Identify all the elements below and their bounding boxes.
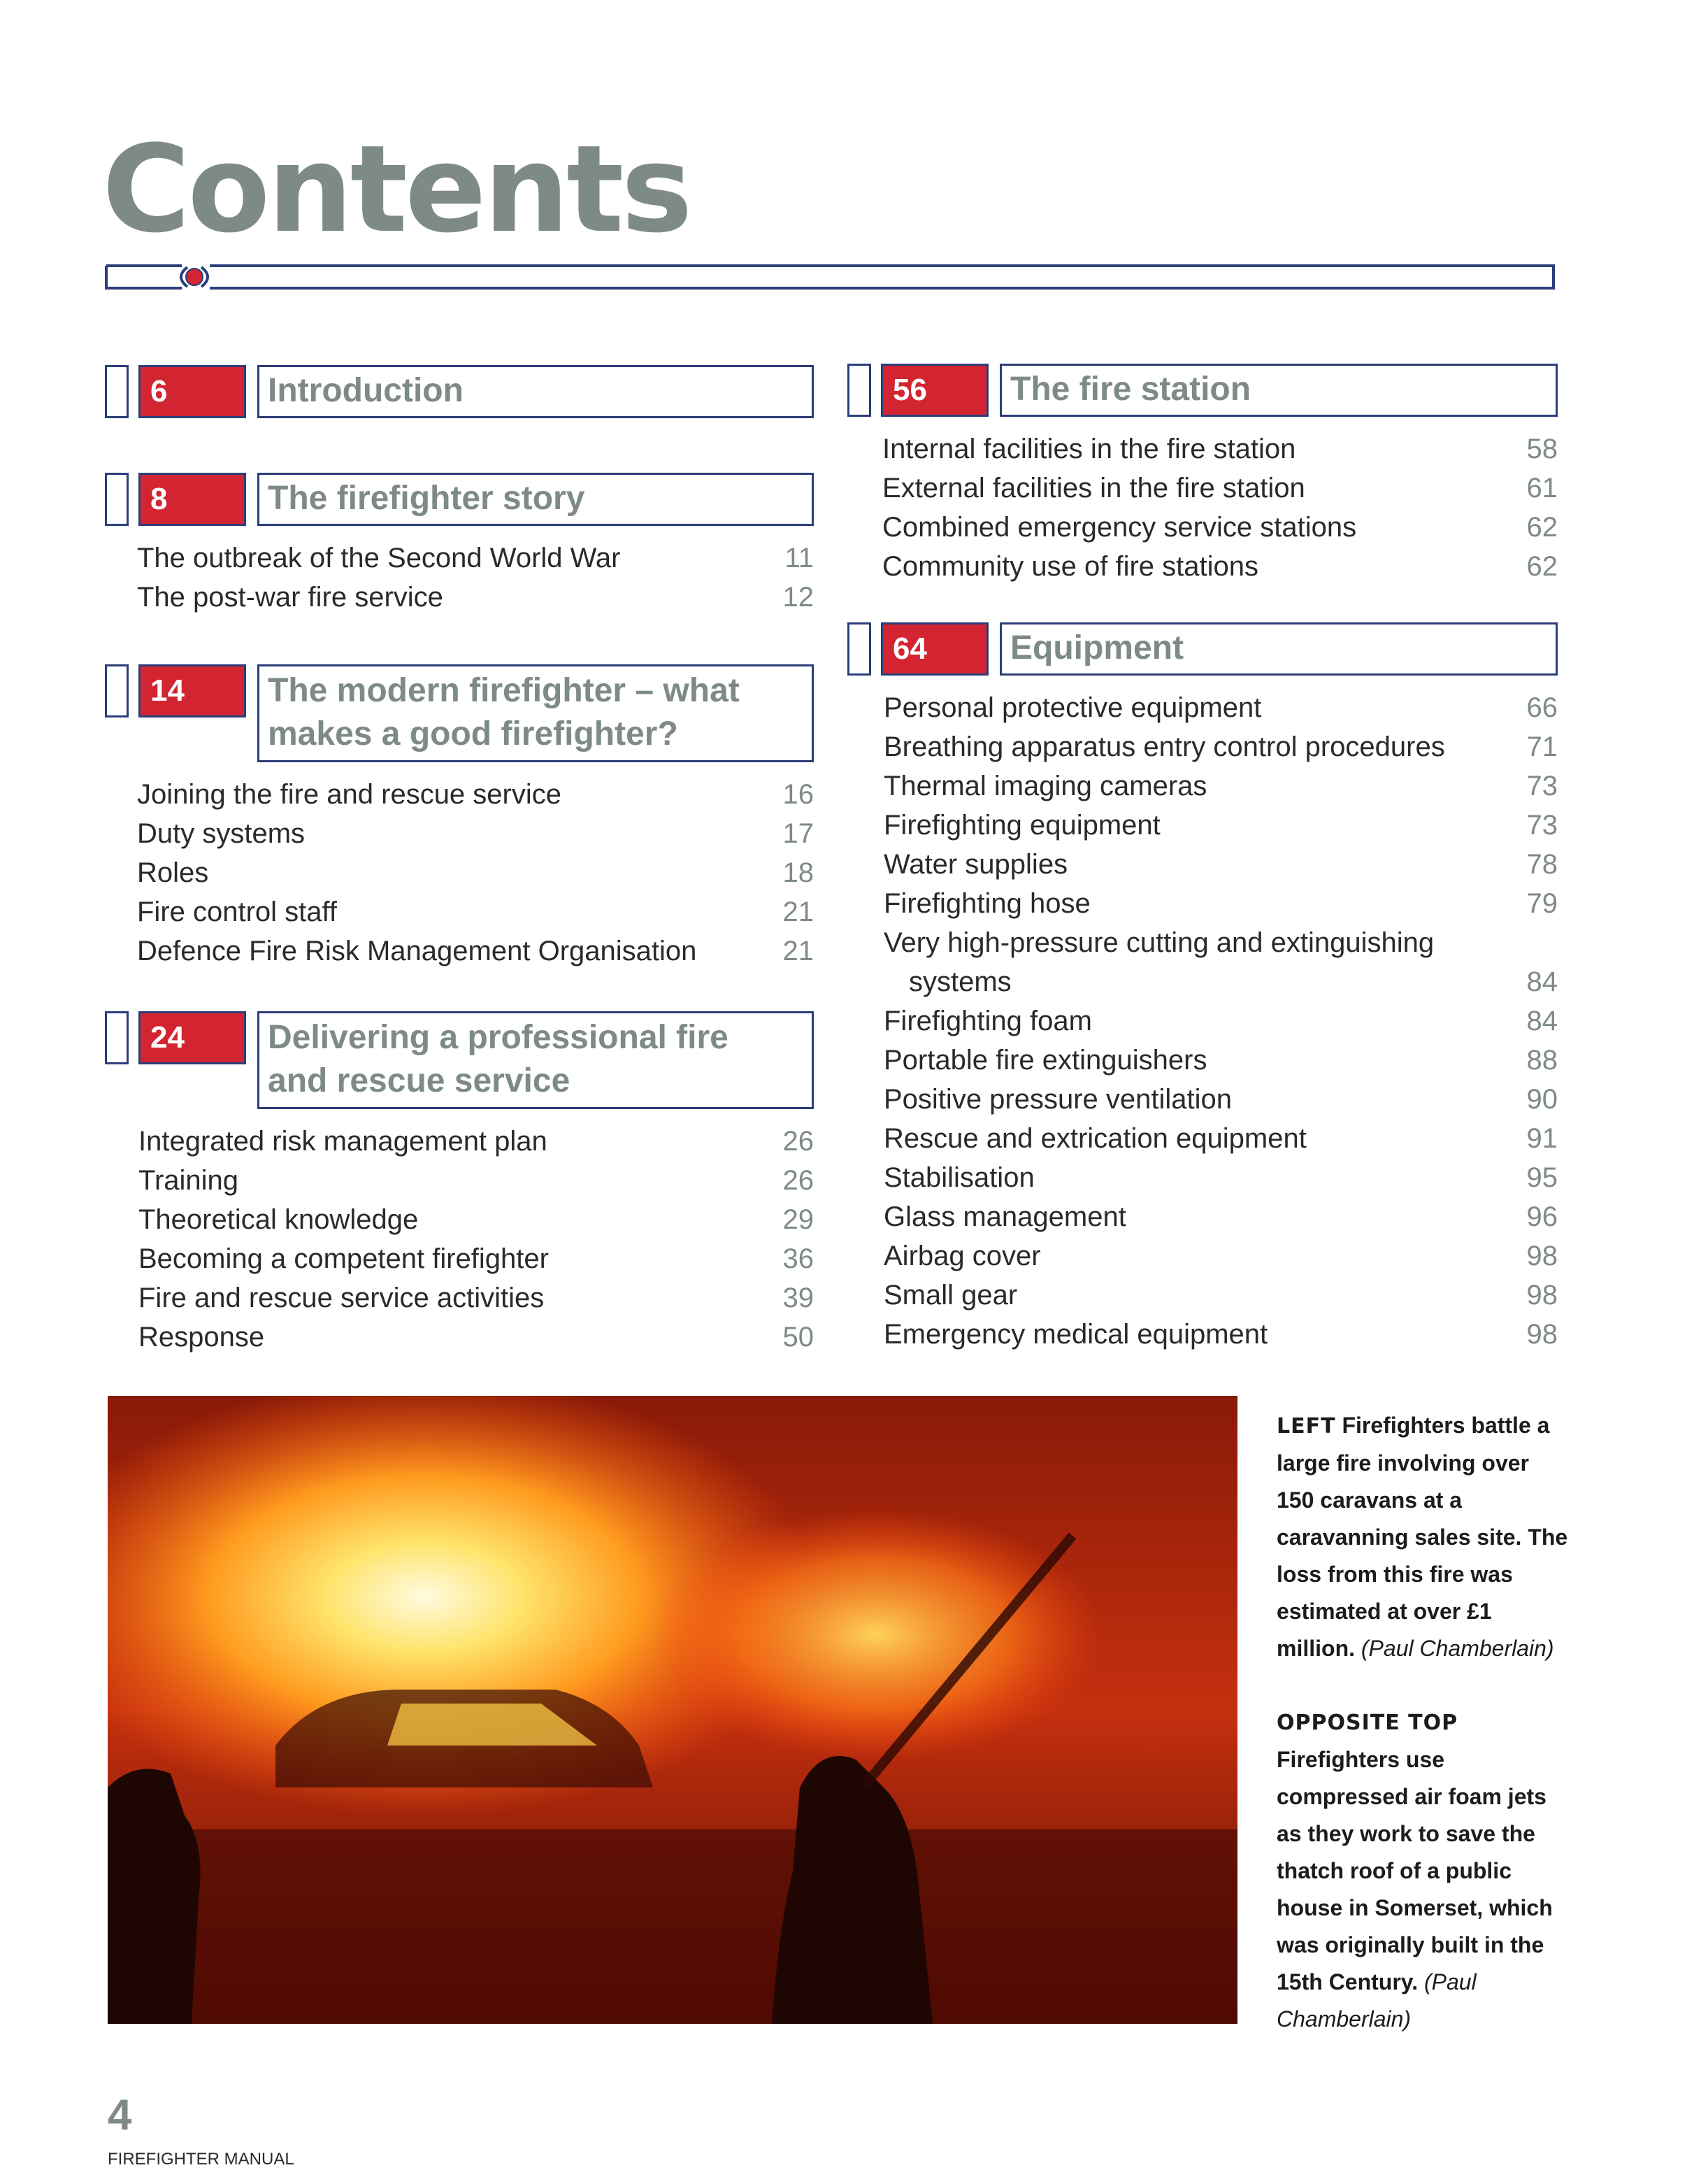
entry-label: Water supplies <box>884 849 1068 880</box>
toc-entry[interactable] <box>137 538 814 578</box>
entry-label: Fire and rescue service activities <box>138 1283 545 1313</box>
section-equipment <box>847 622 1558 1354</box>
entry-page: 61 <box>1526 473 1558 504</box>
entry-page: 71 <box>1526 731 1558 762</box>
tab-marker <box>105 1011 129 1064</box>
entry-label: Training <box>138 1165 239 1196</box>
entry-page: 98 <box>1526 1280 1558 1311</box>
caption-text: Firefighters use compressed air foam jets as they work to save the thatch roof of a public house in Somerset, which was originally built in the 15th Century. <box>1277 1747 1553 1994</box>
toc-entry[interactable] <box>137 814 814 853</box>
toc-entry[interactable] <box>138 1122 814 1161</box>
entry-page: 26 <box>782 1165 814 1196</box>
toc-entry[interactable] <box>884 884 1558 923</box>
section-header <box>105 473 814 526</box>
entry-label: Duty systems <box>137 818 306 849</box>
entry-label: Integrated risk management plan <box>138 1126 547 1157</box>
tab-marker <box>105 473 129 526</box>
section-title[interactable] <box>257 1011 814 1109</box>
entry-page: 50 <box>782 1322 814 1352</box>
entry-page: 88 <box>1526 1045 1558 1076</box>
entry-label: Internal facilities in the fire station <box>882 434 1296 464</box>
entry-label: Personal protective equipment <box>884 692 1262 723</box>
title-rule-icon <box>105 263 1556 291</box>
entry-label: Community use of fire stations <box>882 551 1258 582</box>
toc-entry[interactable] <box>884 1315 1558 1354</box>
photo-caption <box>1277 1407 1570 2075</box>
section-number: 14 <box>138 664 246 718</box>
page-number: 4 <box>108 2091 132 2139</box>
caption-opposite-top <box>1277 1704 1570 2038</box>
entry-page: 29 <box>782 1204 814 1235</box>
toc-entry[interactable] <box>884 1197 1558 1236</box>
toc-entry[interactable] <box>882 429 1558 469</box>
entry-label: Joining the fire and rescue service <box>137 779 561 810</box>
entry-label: Firefighting equipment <box>884 810 1161 841</box>
entry-page: 79 <box>1526 888 1558 919</box>
entry-page: 39 <box>782 1283 814 1313</box>
section-title[interactable]: Equipment <box>1000 622 1558 676</box>
toc-entry-continuation[interactable] <box>884 962 1558 1001</box>
toc-entry[interactable] <box>882 508 1558 547</box>
caption-left <box>1277 1407 1570 1667</box>
entry-list <box>847 429 1558 586</box>
entry-label: Thermal imaging cameras <box>884 771 1207 801</box>
entry-page: 17 <box>782 818 814 849</box>
toc-entry[interactable] <box>884 923 1558 962</box>
tab-marker <box>105 365 129 418</box>
entry-label: The outbreak of the Second World War <box>137 543 621 573</box>
entry-label: Glass management <box>884 1201 1126 1232</box>
entry-label: Defence Fire Risk Management Organisation <box>137 936 697 966</box>
entry-label: Firefighting hose <box>884 888 1091 919</box>
toc-entry[interactable] <box>884 845 1558 884</box>
toc-entry[interactable] <box>884 1080 1558 1119</box>
toc-entry[interactable] <box>137 892 814 932</box>
entry-label: Becoming a competent firefighter <box>138 1243 549 1274</box>
tab-marker <box>105 664 129 718</box>
section-title-line: The modern firefighter – what <box>268 672 740 709</box>
section-fire-station <box>847 364 1558 586</box>
entry-label: Fire control staff <box>137 897 338 927</box>
toc-entry[interactable] <box>137 853 814 892</box>
toc-entry[interactable] <box>137 932 814 971</box>
tab-marker <box>847 622 871 676</box>
section-number: 56 <box>881 364 989 417</box>
toc-entry[interactable] <box>884 1158 1558 1197</box>
entry-label: Portable fire extinguishers <box>884 1045 1207 1076</box>
toc-entry[interactable] <box>884 766 1558 806</box>
entry-label: Small gear <box>884 1280 1018 1311</box>
caption-credit: (Paul Chamberlain) <box>1277 1969 1477 2032</box>
caption-heading: LEFT <box>1277 1414 1336 1439</box>
entry-page: 98 <box>1526 1319 1558 1350</box>
toc-entry[interactable] <box>884 1001 1558 1041</box>
caption-text: Firefighters battle a large fire involving over 150 caravans at a caravanning sales site. The loss from this fire was estimated at over £1 million. <box>1277 1413 1568 1661</box>
caption-heading: OPPOSITE TOP <box>1277 1711 1458 1735</box>
section-title-line: makes a good firefighter? <box>268 715 678 752</box>
toc-entry[interactable] <box>884 727 1558 766</box>
entry-page: 78 <box>1526 849 1558 880</box>
entry-page: 91 <box>1526 1123 1558 1154</box>
fire-scene-icon <box>108 1396 1237 2024</box>
section-header <box>847 364 1558 417</box>
entry-page: 62 <box>1526 512 1558 543</box>
section-introduction <box>105 365 814 418</box>
section-number: 6 <box>138 365 246 418</box>
section-modern-firefighter <box>105 664 814 971</box>
section-number: 64 <box>881 622 989 676</box>
entry-page: 58 <box>1526 434 1558 464</box>
entry-page: 21 <box>782 897 814 927</box>
toc-entry[interactable] <box>884 1041 1558 1080</box>
toc-entry[interactable] <box>882 469 1558 508</box>
toc-entry[interactable] <box>138 1318 814 1357</box>
entry-page: 21 <box>782 936 814 966</box>
entry-label: Response <box>138 1322 265 1352</box>
entry-label: Combined emergency service stations <box>882 512 1357 543</box>
section-header <box>105 365 814 418</box>
entry-list <box>847 688 1558 1354</box>
toc-entry[interactable] <box>882 547 1558 586</box>
toc-entry[interactable] <box>137 578 814 617</box>
entry-page: 98 <box>1526 1241 1558 1271</box>
entry-page: 16 <box>782 779 814 810</box>
entry-label: Breathing apparatus entry control procedures <box>884 731 1445 762</box>
entry-page: 26 <box>782 1126 814 1157</box>
toc-entry[interactable] <box>884 1276 1558 1315</box>
entry-page: 66 <box>1526 692 1558 723</box>
section-header <box>105 1011 814 1109</box>
section-number: 24 <box>138 1011 246 1064</box>
entry-page: 84 <box>1526 1006 1558 1036</box>
entry-page: 96 <box>1526 1201 1558 1232</box>
entry-list <box>105 538 814 617</box>
toc-entry[interactable] <box>138 1278 814 1318</box>
section-header <box>847 622 1558 676</box>
tab-marker <box>847 364 871 417</box>
toc-entry[interactable] <box>138 1239 814 1278</box>
fire-photo <box>108 1396 1237 2024</box>
toc-entry[interactable] <box>884 1119 1558 1158</box>
entry-label: Roles <box>137 857 209 888</box>
entry-page: 18 <box>782 857 814 888</box>
entry-label: Theoretical knowledge <box>138 1204 419 1235</box>
toc-entry[interactable] <box>138 1161 814 1200</box>
section-title[interactable]: The firefighter story <box>257 473 814 526</box>
entry-label: Airbag cover <box>884 1241 1041 1271</box>
entry-page: 11 <box>784 543 814 573</box>
section-delivering-service <box>105 1011 814 1357</box>
entry-label: Stabilisation <box>884 1162 1035 1193</box>
section-title-line: Delivering a professional fire <box>268 1019 729 1056</box>
entry-label: The post-war fire service <box>137 582 443 613</box>
entry-label: Positive pressure ventilation <box>884 1084 1233 1115</box>
toc-entry[interactable] <box>138 1200 814 1239</box>
section-header <box>105 664 814 762</box>
running-footer: FIREFIGHTER MANUAL <box>108 2150 294 2169</box>
entry-page: 62 <box>1526 551 1558 582</box>
toc-entry[interactable] <box>137 775 814 814</box>
section-title[interactable]: Introduction <box>257 365 814 418</box>
entry-page: 36 <box>782 1243 814 1274</box>
toc-entry[interactable] <box>884 1236 1558 1276</box>
entry-page: 84 <box>1526 966 1558 997</box>
entry-label: systems <box>909 966 1012 997</box>
entry-page: 12 <box>782 582 814 613</box>
entry-label: Rescue and extrication equipment <box>884 1123 1307 1154</box>
entry-list <box>105 775 814 971</box>
entry-label: Very high-pressure cutting and extinguishing <box>884 927 1435 958</box>
toc-entry[interactable] <box>884 688 1558 727</box>
entry-page: 73 <box>1526 771 1558 801</box>
entry-page: 90 <box>1526 1084 1558 1115</box>
caption-credit: (Paul Chamberlain) <box>1361 1636 1554 1661</box>
section-title[interactable] <box>257 664 814 762</box>
entry-label: Emergency medical equipment <box>884 1319 1268 1350</box>
section-firefighter-story <box>105 473 814 617</box>
page-title: Contents <box>102 119 690 259</box>
toc-entry[interactable] <box>884 806 1558 845</box>
section-title-line: and rescue service <box>268 1062 570 1099</box>
entry-label: Firefighting foam <box>884 1006 1092 1036</box>
entry-label: External facilities in the fire station <box>882 473 1305 504</box>
section-title[interactable]: The fire station <box>1000 364 1558 417</box>
entry-page: 73 <box>1526 810 1558 841</box>
entry-list <box>105 1122 814 1357</box>
entry-page: 95 <box>1526 1162 1558 1193</box>
section-number: 8 <box>138 473 246 526</box>
